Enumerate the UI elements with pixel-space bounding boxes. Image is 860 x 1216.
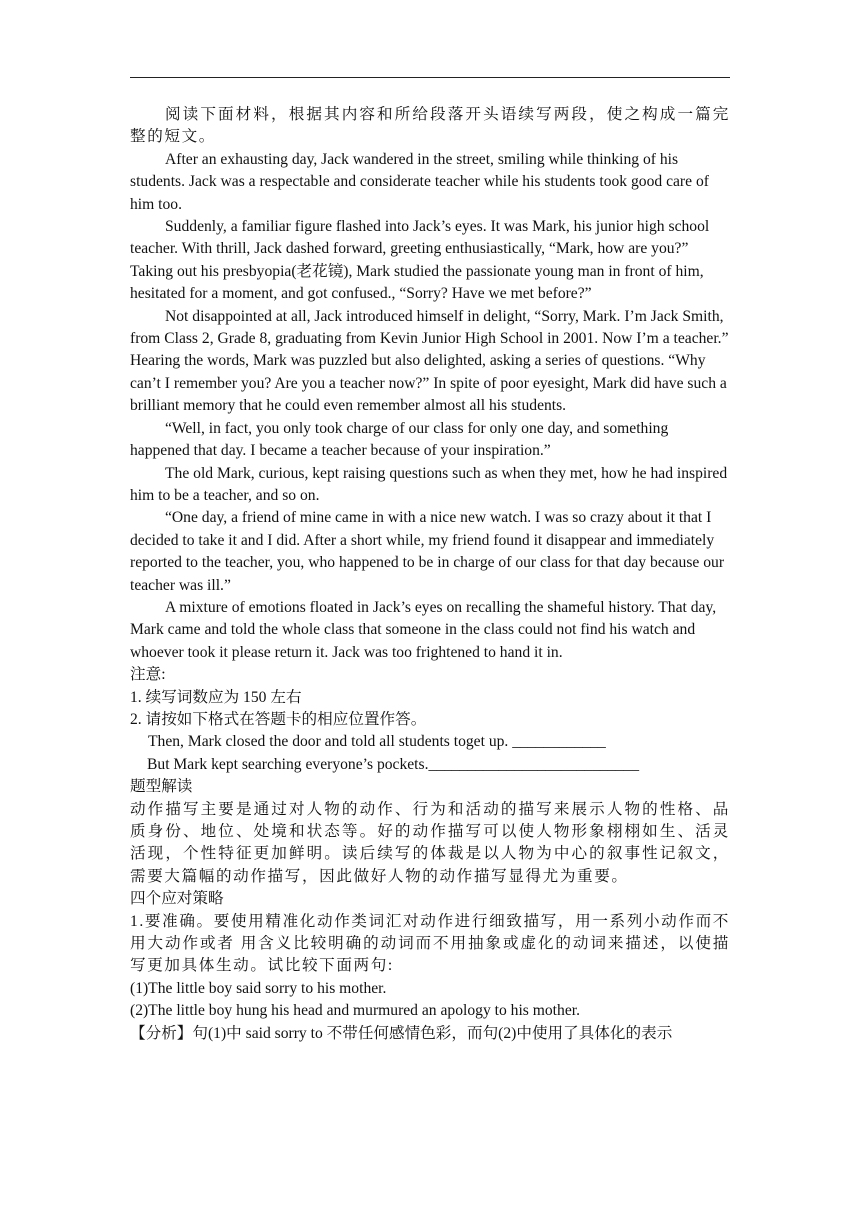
analysis-heading: 题型解读	[130, 778, 193, 796]
header-rule	[130, 77, 730, 78]
note-item-1: 1. 续写词数应为 150 左右	[130, 688, 302, 706]
continuation-prompt-2: But Mark kept searching everyone’s pockets.___________________________	[147, 755, 639, 773]
analysis-body: 动作描写主要是通过对人物的动作、行为和活动的描写来展示人物的性格、品质身份、地位、处境和状态等。好的动作描写可以使人物形象栩栩如生、活灵活现，个性特征更加鲜明。读后续写的体裁是以人物为中心的叙事性记叙文，需要大篇幅的动作描写，因此做好人物的动作描写显得尤为重要。	[130, 800, 730, 885]
story-paragraph-2: Suddenly, a familiar figure flashed into Jack’s eyes. It was Mark, his junior high school teacher. With thrill, Jack dashed forward, greeting enthusiastically, “Mark, how are you?” Taking out his presbyopia(老花镜), Mark studied the passionate young man in front of him, hesitated for a moment, and got confused., “Sorry? Have we met before?”	[130, 218, 710, 303]
analysis-line: 【分析】句(1)中 said sorry to 不带任何感情色彩，而句(2)中使用了具体化的表示	[130, 1024, 673, 1042]
continuation-prompt-1: Then, Mark closed the door and told all students toget up. ____________	[148, 733, 606, 751]
strategy-item-1: 1.要准确。要使用精准化动作类词汇对动作进行细致描写，用一系列小动作而不用大动作或者 用含义比较明确的动词而不用抽象或虚化的动词来描述，以使描写更加具体生动。试比较下面两句:	[130, 912, 730, 975]
instruction-paragraph: 阅读下面材料，根据其内容和所给段落开头语续写两段，使之构成一篇完整的短文。	[130, 106, 730, 146]
story-paragraph-5: The old Mark, curious, kept raising questions such as when they met, how he had inspired him to be a teacher, and so on.	[130, 464, 728, 504]
story-paragraph-4: “Well, in fact, you only took charge of our class for only one day, and something happened that day. I became a teacher because of your inspiration.”	[130, 419, 669, 460]
example-sentence-2: (2)The little boy hung his head and murmured an apology to his mother.	[130, 1002, 580, 1020]
story-paragraph-7: A mixture of emotions floated in Jack’s eyes on recalling the shameful history. That day, Mark came and told the whole class that someone in the class could not find his watch and whoever took it please return it. Jack was too frightened to hand it in.	[130, 598, 717, 661]
document-body	[130, 104, 730, 1045]
notes-heading: 注意:	[130, 666, 166, 684]
note-item-2: 2. 请按如下格式在答题卡的相应位置作答。	[130, 710, 427, 728]
example-sentence-1: (1)The little boy said sorry to his mother.	[130, 979, 387, 997]
story-paragraph-1: After an exhausting day, Jack wandered in the street, smiling while thinking of his students. Jack was a respectable and considerate teacher while his students took good care of him too.	[130, 150, 709, 213]
strategies-heading: 四个应对策略	[130, 890, 224, 908]
story-paragraph-3: Not disappointed at all, Jack introduced himself in delight, “Sorry, Mark. I’m Jack Smith, from Class 2, Grade 8, graduating from Kevin Junior High School in 2001. Now I’m a teacher.” Hearing the words, Mark was puzzled but also delighted, asking a series of questions. “Why can’t I remember you? Are you a teacher now?” In spite of poor eyesight, Mark did have such a brilliant memory that he could even remember almost all his students.	[130, 307, 729, 415]
story-paragraph-6: “One day, a friend of mine came in with a nice new watch. I was so crazy about it that I decided to take it and I did. After a short while, my friend found it disappear and immediately reported to the teacher, you, who happened to be in charge of our class for that day because our teacher was ill.”	[130, 509, 725, 594]
